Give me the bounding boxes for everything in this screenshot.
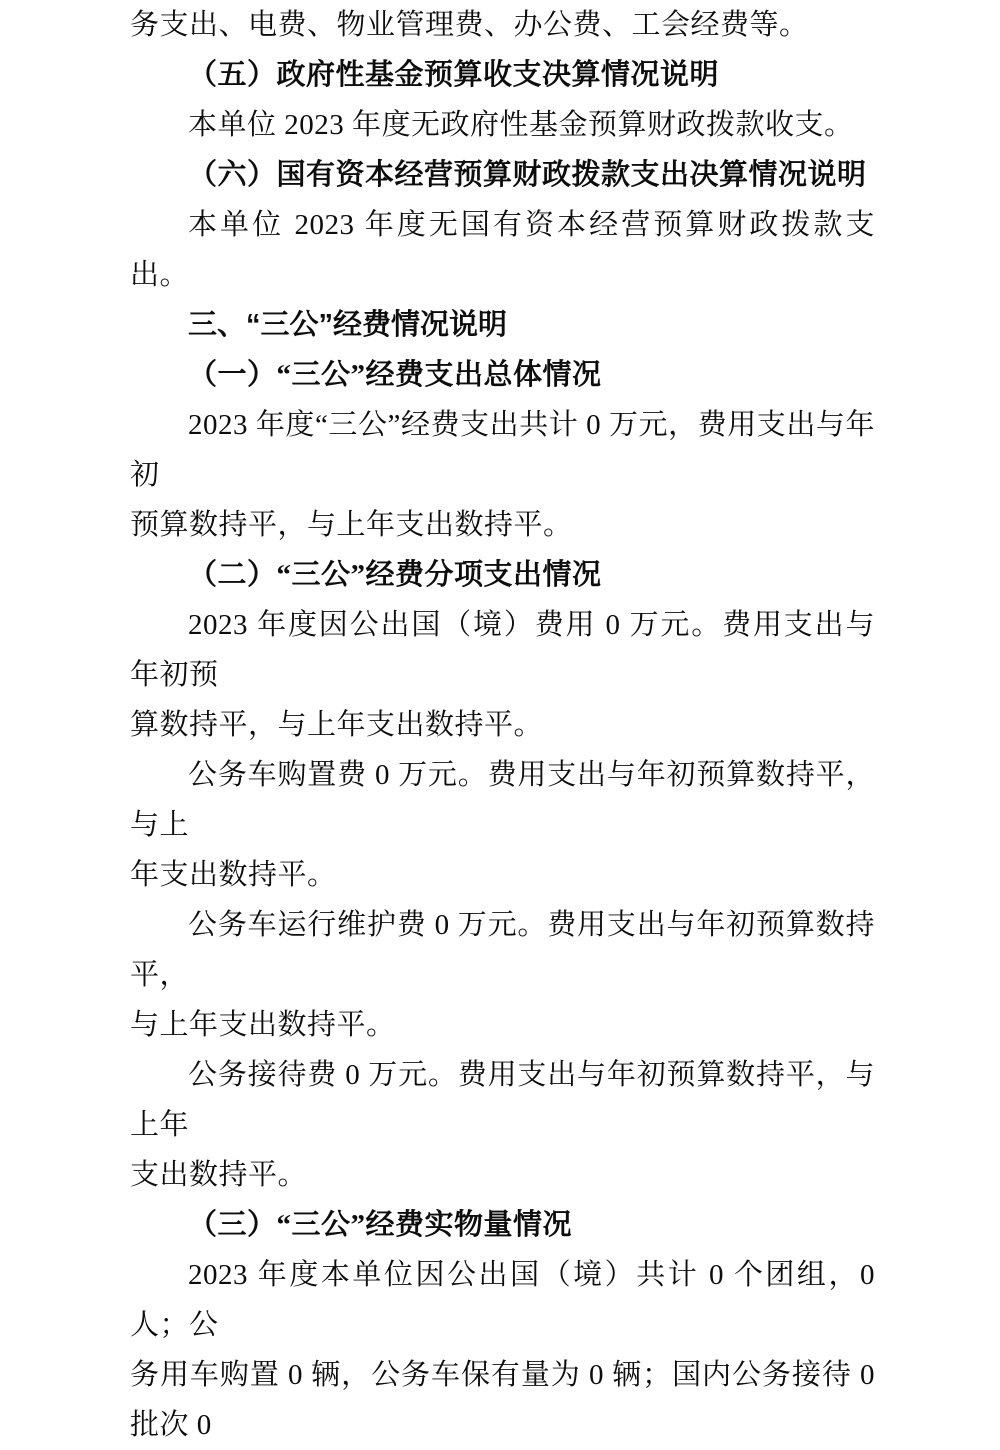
- heading-section-3-2: （二）“三公”经费分项支出情况: [188, 559, 602, 591]
- paragraph-vehicle-purchase-line-2: 年支出数持平。: [130, 859, 337, 891]
- paragraph-continued-expenses: 务支出、电费、物业管理费、办公费、工会经费等。: [130, 9, 809, 41]
- paragraph-vehicle-maintenance-line-2: 与上年支出数持平。: [130, 1009, 396, 1041]
- paragraph-section-3-1-line-1: 2023 年度“三公”经费支出共计 0 万元，费用支出与年初: [130, 409, 875, 491]
- heading-section-3: 三、“三公”经费情况说明: [188, 309, 508, 341]
- heading-section-3-3: （三）“三公”经费实物量情况: [188, 1209, 573, 1241]
- heading-section-3-1: （一）“三公”经费支出总体情况: [188, 359, 602, 391]
- heading-section-2-6: （六）国有资本经营预算财政拨款支出决算情况说明: [188, 159, 867, 191]
- paragraph-vehicle-purchase-line-1: 公务车购置费 0 万元。费用支出与年初预算数持平，与上: [130, 759, 875, 841]
- paragraph-section-3-1-line-2: 预算数持平，与上年支出数持平。: [130, 509, 573, 541]
- paragraph-section-2-6-body: 本单位 2023 年度无国有资本经营预算财政拨款支出。: [130, 209, 875, 291]
- paragraph-hospitality-line-1: 公务接待费 0 万元。费用支出与年初预算数持平，与上年: [130, 1059, 875, 1141]
- paragraph-section-2-5-body: 本单位 2023 年度无政府性基金预算财政拨款收支。: [188, 109, 854, 141]
- heading-section-2-5: （五）政府性基金预算收支决算情况说明: [188, 59, 720, 91]
- paragraph-overseas-travel-line-1: 2023 年度因公出国（境）费用 0 万元。费用支出与年初预: [130, 609, 875, 691]
- paragraph-hospitality-line-2: 支出数持平。: [130, 1159, 308, 1191]
- paragraph-vehicle-maintenance-line-1: 公务车运行维护费 0 万元。费用支出与年初预算数持平，: [130, 909, 875, 991]
- paragraph-overseas-travel-line-2: 算数持平，与上年支出数持平。: [130, 709, 544, 741]
- document-body: [130, 0, 875, 1450]
- paragraph-quantities-line-2: 务用车购置 0 辆，公务车保有量为 0 辆；国内公务接待 0 批次 0: [130, 1359, 875, 1441]
- paragraph-quantities-line-1: 2023 年度本单位因公出国（境）共计 0 个团组，0 人；公: [130, 1259, 875, 1341]
